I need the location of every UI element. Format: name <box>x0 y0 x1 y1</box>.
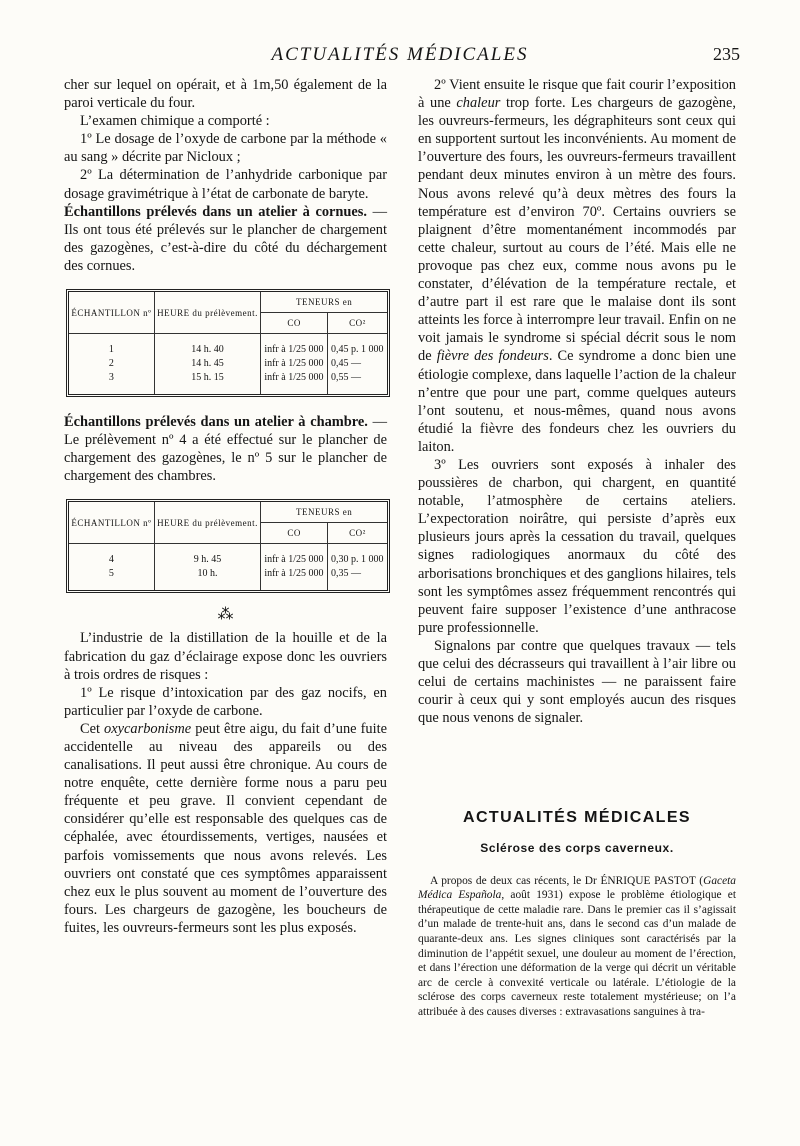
table-row <box>69 334 387 358</box>
section-title: ACTUALITÉS MÉDICALES <box>463 809 691 827</box>
sample-table-cornues <box>66 289 390 397</box>
table-header-co2: CO² <box>328 523 388 544</box>
table-cell: 4 <box>108 554 114 566</box>
paragraph <box>64 203 387 275</box>
table-cell: 14 h. 45 <box>154 357 261 371</box>
table-cell: infr à 1/25 000 <box>261 357 328 371</box>
paragraph-text: — Ils ont tous été prélevés sur le plancher de chargement des gazogènes, c’est-à-dire du côté du déchargement des cornues. <box>64 203 387 274</box>
table-header-co: CO <box>261 313 328 334</box>
page-number: 235 <box>713 44 740 64</box>
table-cell: 1 <box>108 344 114 356</box>
paragraph: 1º Le risque d’intoxication par des gaz nocifs, en particulier par l’oxyde de carbone. <box>64 684 387 719</box>
emphasis: Gaceta Médica Española <box>418 874 736 902</box>
paragraph-text: A propos de deux cas récents, le Dr ÉNRIQUE PASTOT ( <box>430 874 704 887</box>
table-cell: 15 h. 15 <box>154 371 261 394</box>
table-header-time: HEURE du prélèvement. <box>154 502 261 544</box>
paragraph-text: Cet <box>80 720 105 737</box>
table-header-co: CO <box>261 523 328 544</box>
table-header-time: HEURE du prélèvement. <box>154 292 261 334</box>
table-cell: 2 <box>108 358 114 370</box>
paragraph: L’examen chimique a comporté : <box>80 113 270 130</box>
paragraph-text: 2º Vient ensuite le risque que fait courir l’exposition à une <box>418 77 736 112</box>
emphasis: chaleur <box>456 95 501 112</box>
table-cell: 0,30 p. 1 000 <box>328 544 388 568</box>
paragraph: 2º La détermination de l’anhydride carbonique par dosage gravimétrique à l’état de carbonate de baryte. <box>64 167 387 202</box>
paragraph: 3º Les ouvriers sont exposés à inhaler des poussières de charbon, qui chargent, en quantité notable, l’atmosphère de certains ateliers. L’expectoration noirâtre, qui persiste d’après eux plusieurs jours après la cessation du travail, quelques signes radiologiques anormaux du côté des arborisations bronchiques et des ganglions hilaires, tels sont les symptômes assez fréquemment rencontrés qui peuvent faire supposer l’existence d’une anthracose pure professionnelle. <box>418 456 736 636</box>
asterism-ornament: ⁂ <box>217 606 234 624</box>
paragraph <box>64 720 387 937</box>
emphasis: oxycarbonisme <box>104 720 192 737</box>
table-cell: 10 h. <box>154 567 261 590</box>
paragraph-text: trop forte. Les chargeurs de gazogène, les ouvreurs-fermeurs, les dégraphiteurs sont ceux qui en supportent surtout les inconvénients. Au moment de l’ouverture des fours, les ouvreurs-fermeurs travaillent pendant deux minutes environ à un mètre des fours. Nous avons relevé qu’à deux mètres des fours la température est d’environ 70º. Certains ouvriers se plaignent d’être momentanément incommodés par cette chaleur, surtout au cours de l’été. Mais elle ne provoque pas chez eux, comme nous avons pu le constater, d’élévation de la température rectale, et d’autre part il est rare que le malaise dont ils sont atteints les force à interrompre leur travail. Enfin on ne voit jamais le syndrome si spécial décrit sous le nom de <box>418 95 736 365</box>
paragraph-text: , août 1931) expose le problème étiologique et thérapeutique de cette maladie rare. Dans le premier cas il s’agissait d’un malade de trente-huit ans, dans le second cas d’un malade de quarante-deux ans. Les signes cliniques sont caractérisés par la diminution de l’appétit sexuel, une douleur au moment de l’érection, et dans l’érection une déformation de la verge qui décrit un véritable arc de cercle à convexité verticale ou latérale. L’étiologie de la sclérose des corps caverneux reste totalement mystérieuse; on l’a attribuée à des causes diverses : extravasations sanguines à tra- <box>418 889 736 1018</box>
abstract <box>418 874 736 1020</box>
table-header-content: TENEURS en <box>261 292 387 313</box>
table-cell: infr à 1/25 000 <box>261 567 328 590</box>
table-header-content: TENEURS en <box>261 502 387 523</box>
paragraph <box>418 76 736 456</box>
table-cell: 0,45 p. 1 000 <box>328 334 388 358</box>
table-cell: 14 h. 40 <box>154 334 261 358</box>
left-column <box>64 76 387 937</box>
table-cell: infr à 1/25 000 <box>261 371 328 394</box>
right-column <box>418 76 736 1020</box>
table-header-sample: ÉCHANTILLON nº <box>69 502 154 544</box>
table-cell: 0,55 — <box>328 371 388 394</box>
run-in-heading: Échantillons prélevés dans un atelier à cornues. <box>64 203 368 220</box>
table-row <box>69 544 387 568</box>
emphasis: fièvre des fondeurs <box>436 348 549 365</box>
paragraph: Signalons par contre que quelques travaux — tels que celui des décrasseurs qui travaillent à l’air libre ou celui de certains machinistes — ne paraissent faire courir à ceux qui y sont employés aucun des risques que nous venons de signaler. <box>418 637 736 727</box>
paragraph-text: — Le prélèvement nº 4 a été effectué sur le plancher de chargement des gazogènes, le nº 5 sur le plancher de chargement des chambres. <box>64 414 387 485</box>
table-header-co2: CO² <box>328 313 388 334</box>
table-cell: infr à 1/25 000 <box>261 334 328 358</box>
table-cell: 9 h. 45 <box>154 544 261 568</box>
table-cell: 5 <box>108 568 114 580</box>
table-row <box>69 567 387 590</box>
table-cell: 3 <box>108 372 114 384</box>
paragraph: 1º Le dosage de l’oxyde de carbone par la méthode « au sang » décrite par Nicloux ; <box>64 131 387 166</box>
running-title: ACTUALITÉS MÉDICALES <box>271 44 529 65</box>
run-in-heading: Échantillons prélevés dans un atelier à chambre. <box>64 414 368 431</box>
table-row <box>69 357 387 371</box>
table-header-sample: ÉCHANTILLON nº <box>69 292 154 334</box>
paragraph-text: . Ce syndrome a donc bien une étiologie complexe, dans laquelle l’action de la chaleur n’entre que pour une part, comme quelques auteurs l’ont soutenu, et nous-mêmes, quand nous avons étudié la fièvre des fondeurs chez les ouvriers du laiton. <box>418 348 736 455</box>
table-row <box>69 371 387 394</box>
paragraph-text: peut être aigu, du fait d’une fuite accidentelle au niveau des appareils ou des canalisations. Il peut aussi être chronique. Au cours de notre enquête, cette dernière forme nous a paru peu fréquente et peu grave. Il convient cependant de considérer qu’elle est responsable des quelques cas de céphalée, avec étourdissements, vertiges, nausées et parfois vomissements que nous avons relevés. Les ouvriers ont constaté que ces symptômes apparaissent chez eux le plus souvent au moment de l’ouverture des fours. Les chargeurs de gazogène, les boucheurs de fuites, les ouvreurs-fermeurs sont les plus exposés. <box>64 720 387 936</box>
sample-table-chambre <box>66 499 390 593</box>
running-head <box>60 44 740 68</box>
paragraph <box>418 874 736 1020</box>
paragraph: cher sur lequel on opérait, et à 1m,50 également de la paroi verticale du four. <box>64 77 387 112</box>
table-cell: 0,35 — <box>328 567 388 590</box>
table-cell: infr à 1/25 000 <box>261 544 328 568</box>
section-subtitle: Sclérose des corps caverneux. <box>480 841 674 856</box>
paragraph: L’industrie de la distillation de la houille et de la fabrication du gaz d’éclairage expose donc les ouvriers à trois ordres de risques : <box>64 630 387 683</box>
paragraph <box>64 413 387 485</box>
table-cell: 0,45 — <box>328 357 388 371</box>
